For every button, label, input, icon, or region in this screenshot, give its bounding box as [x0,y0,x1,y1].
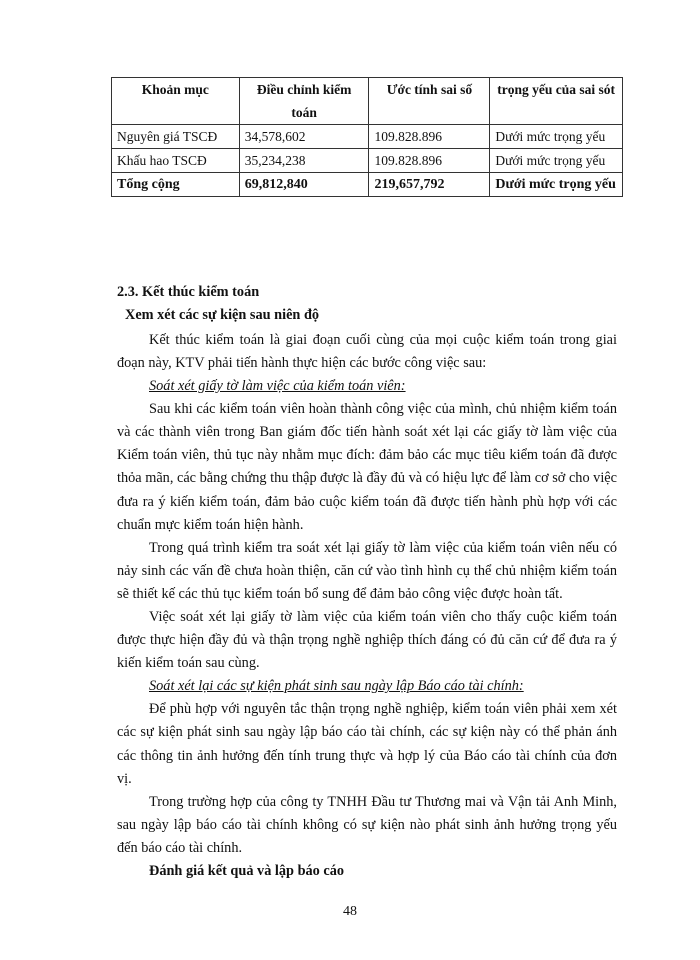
table-cell: Nguyên giá TSCĐ [112,125,240,149]
header-cell: Ước tính sai số [369,78,490,125]
table-total-row [112,173,623,197]
table-row [112,125,623,149]
header-cell: Điều chỉnh kiểm toán [239,78,369,125]
table-header-row [112,78,623,125]
table-cell: 109.828.896 [369,149,490,173]
paragraph: Kết thúc kiểm toán là giai đoạn cuối cùng của mọi cuộc kiểm toán trong giai đoạn này, KTV phải tiến hành thực hiện các bước công việc sau: [117,332,617,372]
subheading-evaluation: Đánh giá kết quả và lập báo cáo [149,862,345,879]
underlined-subheading: Soát xét lại các sự kiện phát sinh sau ngày lập Báo cáo tài chính: [149,678,524,695]
page-number: 48 [343,904,357,919]
total-cell: 219,657,792 [369,173,490,197]
subheading-events-after: Xem xét các sự kiện sau niên độ [125,307,320,323]
total-cell: Dưới mức trọng yếu [490,173,623,197]
table-cell: 34,578,602 [239,125,369,149]
section-heading: 2.3. Kết thúc kiểm toán [117,284,260,300]
table-cell: Dưới mức trọng yếu [490,125,623,149]
table-cell: 109.828.896 [369,125,490,149]
paragraph: Sau khi các kiểm toán viên hoàn thành công việc của mình, chủ nhiệm kiểm toán và các thành viên trong Ban giám đốc tiến hành soát xét lại các giấy tờ làm việc của Kiểm toán viên, thủ tục này nhằm mục đích: đảm bảo các mục tiêu kiểm toán đã được thỏa mãn, các bằng chứng thu thập được là đầy đủ và có hiệu lực để làm cơ sở cho việc đưa ra ý kiến kiểm toán, đảm bảo cuộc kiểm toán đã được tiến hành phù hợp với các chuẩn mực kiểm toán hiện hành. [117,401,617,533]
underlined-subheading: Soát xét giấy tờ làm việc của kiểm toán viên: [149,378,406,395]
adjustment-table [111,77,623,197]
paragraph: Trong trường hợp của công ty TNHH Đầu tư Thương mai và Vận tải Anh Minh, sau ngày lập báo cáo tài chính không có sự kiện nào phát sinh ảnh hưởng trọng yếu đến báo cáo tài chính. [117,793,617,856]
paragraph: Để phù hợp với nguyên tắc thận trọng nghề nghiệp, kiểm toán viên phải xem xét các sự kiện phát sinh sau ngày lập báo cáo tài chính, các sự kiện này có thể phản ánh các thông tin ảnh hưởng đến tính trung thực và hợp lý của Báo cáo tài chính của đơn vị. [117,701,617,787]
header-cell: Khoản mục [112,78,240,125]
table-row [112,149,623,173]
paragraph: Việc soát xét lại giấy tờ làm việc của kiểm toán viên cho thấy cuộc kiểm toán được thực hiện đầy đủ và thận trọng nghề nghiệp thích đáng có đủ căn cứ để đưa ra ý kiến kiểm toán sau cùng. [117,609,617,672]
total-cell: 69,812,840 [239,173,369,197]
header-cell: trọng yếu của sai sót [490,78,623,125]
table-cell: Dưới mức trọng yếu [490,149,623,173]
body-text [117,329,617,883]
table-cell: Khấu hao TSCĐ [112,149,240,173]
table-cell: 35,234,238 [239,149,369,173]
paragraph: Trong quá trình kiểm tra soát xét lại giấy tờ làm việc của kiểm toán viên nếu có nảy sinh các vấn đề chưa hoàn thiện, căn cứ vào tình hình cụ thể chủ nhiệm kiểm toán sẽ thiết kế các thủ tục kiểm toán bổ sung để đảm bảo công việc được hoàn tất. [117,539,617,602]
total-cell: Tổng cộng [112,173,240,197]
